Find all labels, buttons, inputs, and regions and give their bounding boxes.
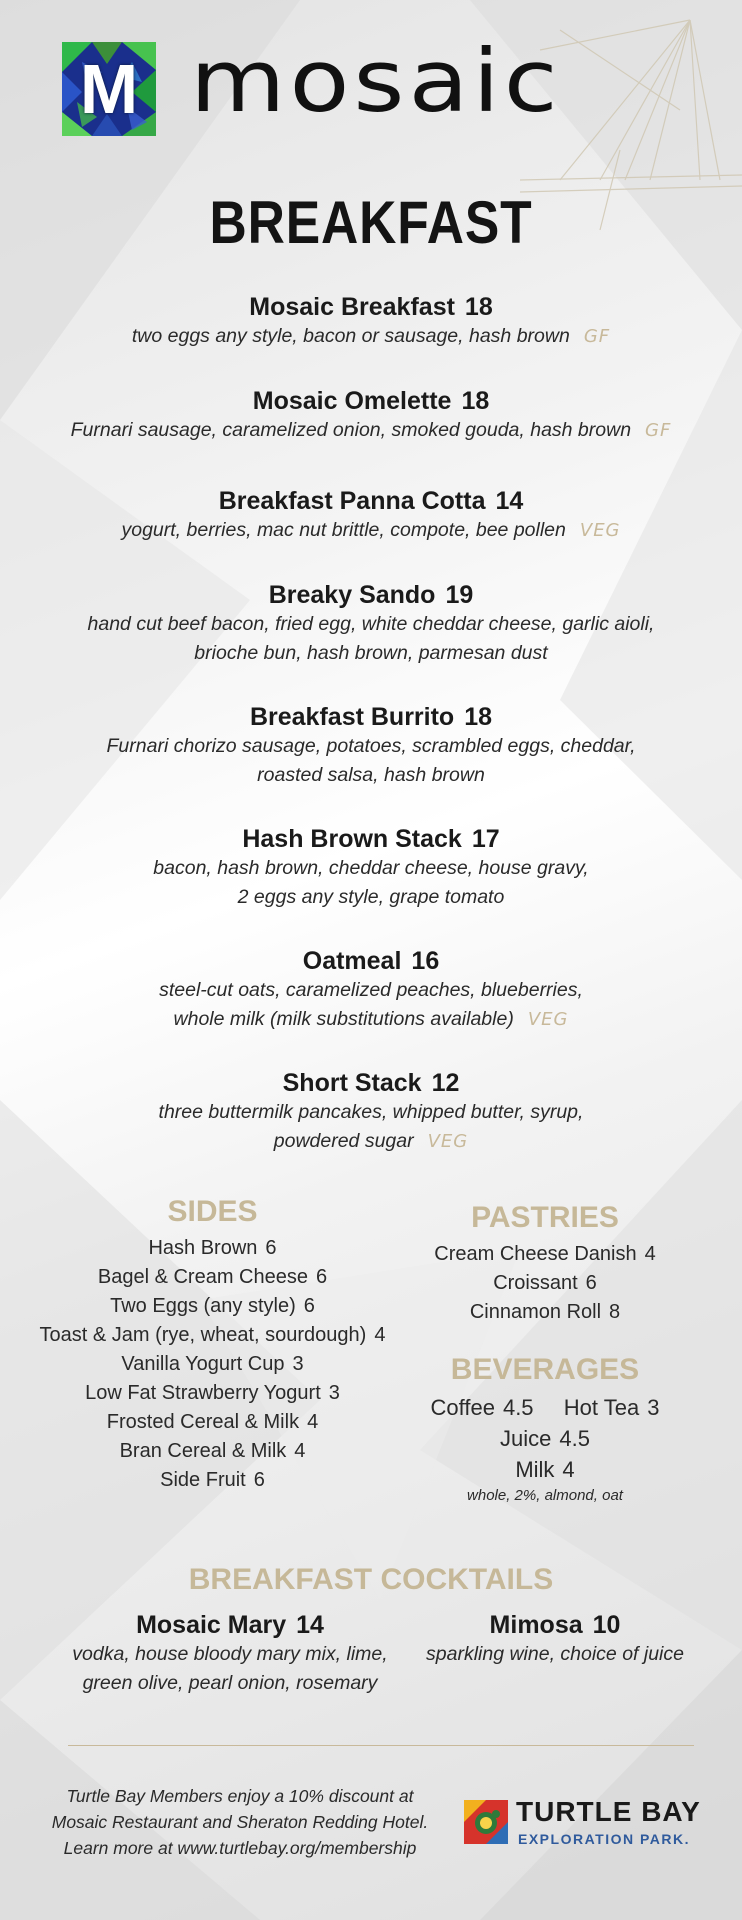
- dish-description: steel-cut oats, caramelized peaches, blueberries,: [159, 979, 583, 1001]
- cocktail-description: sparkling wine, choice of juice: [426, 1643, 684, 1665]
- dish-description: Furnari chorizo sausage, potatoes, scrambled eggs, cheddar,: [106, 735, 636, 757]
- dish-price: 19: [445, 581, 474, 609]
- cocktail-description-line2: green olive, pearl onion, rosemary: [82, 1672, 378, 1694]
- cocktail-item: [50, 1610, 410, 1698]
- dish-description: hand cut beef bacon, fried egg, white cheddar cheese, garlic aioli,: [87, 613, 655, 635]
- dish-description: bacon, hash brown, cheddar cheese, house gravy,: [153, 857, 589, 879]
- dish-price: 16: [411, 947, 440, 975]
- cocktails-heading: BREAKFAST COCKTAILS: [188, 1563, 554, 1596]
- beverage-tea: Hot Tea 3: [563, 1395, 660, 1420]
- dish-description-line2: whole milk (milk substitutions available) VEG: [173, 1008, 569, 1030]
- dish-item: [40, 702, 702, 790]
- dish-description-line2: powdered sugar VEG: [273, 1130, 469, 1152]
- footer-divider: [68, 1745, 694, 1746]
- dish-price: 12: [431, 1069, 460, 1097]
- sides-section: [30, 1194, 395, 1495]
- dish-price: 18: [464, 703, 493, 731]
- diet-tag: VEG: [579, 520, 621, 541]
- beverage-milk: Milk 4: [515, 1457, 575, 1482]
- dish-item: [40, 1068, 702, 1156]
- dish-name: Breakfast Burrito 18: [249, 703, 493, 731]
- dish-item: [40, 486, 702, 545]
- milk-options-note: whole, 2%, almond, oat: [467, 1487, 623, 1504]
- membership-line: Mosaic Restaurant and Sheraton Redding Hotel.: [51, 1812, 429, 1832]
- brand-wordmark: mosaic: [190, 31, 562, 133]
- logo-letter: M: [79, 50, 139, 128]
- dish-description-line2: 2 eggs any style, grape tomato: [237, 886, 505, 908]
- dish-price: 14: [495, 487, 524, 515]
- side-item: Bagel & Cream Cheese 6: [97, 1266, 328, 1288]
- diet-tag: GF: [583, 326, 611, 347]
- menu-title: BREAKFAST: [209, 189, 533, 256]
- dish-name: Mosaic Omelette 18: [252, 387, 490, 415]
- side-item: Side Fruit 6: [160, 1469, 265, 1491]
- dish-item: [40, 386, 702, 445]
- diet-tag: GF: [645, 420, 672, 441]
- dish-description: yogurt, berries, mac nut brittle, compote, bee pollen VEG: [121, 519, 621, 541]
- beverage-juice: Juice 4.5: [500, 1426, 590, 1451]
- beverages-heading: BEVERAGES: [450, 1353, 640, 1386]
- dish-name: Mosaic Breakfast 18: [249, 293, 493, 321]
- dish-description-line2: brioche bun, hash brown, parmesan dust: [194, 642, 548, 664]
- dish-item: [40, 824, 702, 912]
- beverages-section: [420, 1352, 670, 1507]
- partner-name: TURTLE BAY: [516, 1796, 701, 1827]
- dish-name: Oatmeal 16: [302, 947, 440, 975]
- pastry-item: Croissant 6: [493, 1272, 597, 1294]
- diet-tag: VEG: [427, 1131, 469, 1152]
- cocktail-name: Mosaic Mary 14: [136, 1611, 324, 1639]
- cocktails-section: [0, 1562, 742, 1598]
- dish-item: [40, 580, 702, 668]
- diet-tag: VEG: [527, 1009, 569, 1030]
- dish-name: Short Stack 12: [282, 1069, 460, 1097]
- dish-description: Furnari sausage, caramelized onion, smoked gouda, hash brown GF: [70, 419, 672, 441]
- membership-note: [50, 1783, 430, 1861]
- dish-name: Hash Brown Stack 17: [242, 825, 500, 853]
- side-item: Hash Brown 6: [148, 1237, 277, 1259]
- cocktail-description: vodka, house bloody mary mix, lime,: [72, 1643, 388, 1665]
- dish-price: 18: [464, 293, 493, 321]
- dish-description: three buttermilk pancakes, whipped butter, syrup,: [158, 1101, 584, 1123]
- pastries-section: [420, 1200, 670, 1327]
- side-item: Toast & Jam (rye, wheat, sourdough) 4: [39, 1324, 386, 1346]
- pastry-item: Cinnamon Roll 8: [469, 1301, 621, 1323]
- cocktail-item: [400, 1610, 710, 1669]
- side-item: Bran Cereal & Milk 4: [119, 1440, 306, 1462]
- dish-description: two eggs any style, bacon or sausage, hash brown GF: [131, 325, 611, 347]
- dish-item: [40, 292, 702, 351]
- dish-price: 17: [471, 825, 500, 853]
- cocktail-name: Mimosa 10: [489, 1611, 621, 1639]
- pastry-item: Cream Cheese Danish 4: [434, 1243, 656, 1265]
- membership-line: Turtle Bay Members enjoy a 10% discount at: [66, 1786, 414, 1806]
- pastries-heading: PASTRIES: [471, 1201, 619, 1234]
- dish-name: Breaky Sando 19: [268, 581, 474, 609]
- side-item: Low Fat Strawberry Yogurt 3: [85, 1382, 340, 1404]
- dish-item: [40, 946, 702, 1034]
- sides-heading: SIDES: [167, 1195, 258, 1228]
- dish-price: 18: [461, 387, 490, 415]
- side-item: Vanilla Yogurt Cup 3: [121, 1353, 304, 1375]
- dish-description-line2: roasted salsa, hash brown: [257, 764, 485, 786]
- dish-name: Breakfast Panna Cotta 14: [218, 487, 524, 515]
- membership-link-line[interactable]: Learn more at www.turtlebay.org/membership: [63, 1838, 417, 1858]
- partner-subtitle: EXPLORATION PARK.: [518, 1831, 690, 1847]
- turtle-bay-logo-icon: [464, 1800, 508, 1844]
- beverage-coffee: Coffee 4.5: [430, 1395, 534, 1420]
- side-item: Two Eggs (any style) 6: [110, 1295, 315, 1317]
- beverage-row: [420, 1392, 670, 1423]
- side-item: Frosted Cereal & Milk 4: [106, 1411, 319, 1433]
